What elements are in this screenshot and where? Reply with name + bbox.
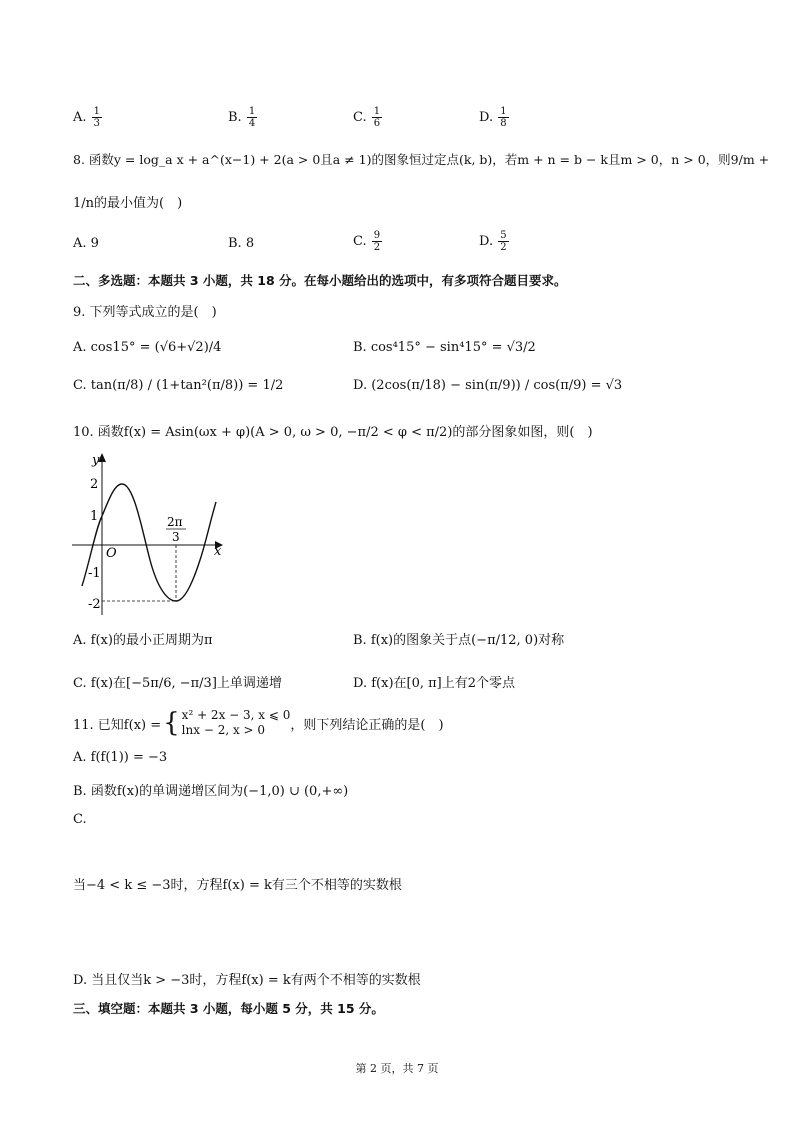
- q9-option-a: A. cos15° = (√6+√2)/4: [73, 340, 222, 355]
- q11-stem-suffix: ，则下列结论正确的是( ): [290, 717, 444, 733]
- q8-option-d: D. $\frac{5}{2}$: [479, 230, 507, 253]
- q8-option-b: B. 8: [228, 236, 255, 251]
- q11-stem-prefix: 11. 已知f(x) =: [73, 717, 162, 733]
- q10-option-d: D. f(x)在[0, π]上有2个零点: [353, 676, 516, 691]
- x-tick-num: 2π: [167, 515, 183, 529]
- q7-option-a: A. $\frac{1}{3}$: [73, 106, 101, 129]
- q11-option-b: B. 函数f(x)的单调递增区间为(−1,0) ∪ (0,+∞): [73, 784, 349, 799]
- q8-stem-line2: 1/n的最小值为( ): [73, 196, 183, 211]
- q9-stem: 9. 下列等式成立的是( ): [73, 305, 217, 320]
- q8-option-c: C. $\frac{9}{2}$: [353, 230, 381, 253]
- x-axis-label: x: [214, 544, 222, 559]
- q10-option-c: C. f(x)在[−5π/6, −π/3]上单调递增: [73, 676, 282, 691]
- y-tick-neg1: -1: [88, 566, 101, 581]
- left-brace-icon: {: [163, 708, 180, 738]
- page-footer: 第 2 页，共 7 页: [355, 1062, 439, 1075]
- q8-option-a: A. 9: [73, 236, 99, 251]
- section2-heading: 二、多选题：本题共 3 小题，共 18 分。在每小题给出的选项中，有多项符合题目要求。: [73, 273, 567, 288]
- q7-option-d: D. $\frac{1}{8}$: [479, 106, 507, 129]
- y-tick-neg2: -2: [88, 597, 101, 612]
- q11-option-c-label: C.: [73, 812, 87, 827]
- q10-option-b: B. f(x)的图象关于点(−π/12, 0)对称: [353, 633, 565, 648]
- q11-option-d: D. 当且仅当k > −3时，方程f(x) = k有两个不相等的实数根: [73, 973, 421, 988]
- origin-label: O: [106, 546, 117, 561]
- q9-option-b: B. cos⁴15° − sin⁴15° = √3/2: [353, 340, 536, 355]
- section3-heading: 三、填空题：本题共 3 小题，每小题 5 分，共 15 分。: [73, 1001, 384, 1016]
- q7-option-b: B. $\frac{1}{4}$: [228, 106, 256, 129]
- q11-option-c-text: 当−4 < k ≤ −3时，方程f(x) = k有三个不相等的实数根: [73, 878, 402, 893]
- q11-option-a: A. f(f(1)) = −3: [73, 750, 168, 765]
- q9-option-c: C. tan(π/8) / (1+tan²(π/8)) = 1/2: [73, 378, 284, 393]
- y-axis-label: y: [92, 453, 100, 468]
- q9-option-d: D. (2cos(π/18) − sin(π/9)) / cos(π/9) = √3: [353, 378, 623, 393]
- q11-stem: [73, 708, 444, 738]
- y-tick-1: 1: [90, 509, 99, 524]
- q10-sine-graph: [70, 450, 230, 620]
- q10-stem: 10. 函数f(x) = Asin(ωx + φ)(A > 0, ω > 0, −π/2 < φ < π/2)的部分图象如图，则( ): [73, 425, 593, 440]
- q11-case1: x² + 2x − 3, x ⩽ 0: [181, 708, 291, 722]
- q10-option-a: A. f(x)的最小正周期为π: [73, 633, 213, 648]
- y-tick-2: 2: [90, 477, 99, 492]
- q8-stem-line1: 8. 函数y = log_a x + a^(x−1) + 2(a > 0且a ≠ 1)的图象恒过定点(k, b)，若m + n = b − k且m > 0，n > 0，则9/m +: [73, 152, 770, 167]
- x-tick-den: 3: [172, 530, 180, 544]
- q11-case2: lnx − 2, x > 0: [181, 723, 266, 737]
- q7-option-c: C. $\frac{1}{6}$: [353, 106, 381, 129]
